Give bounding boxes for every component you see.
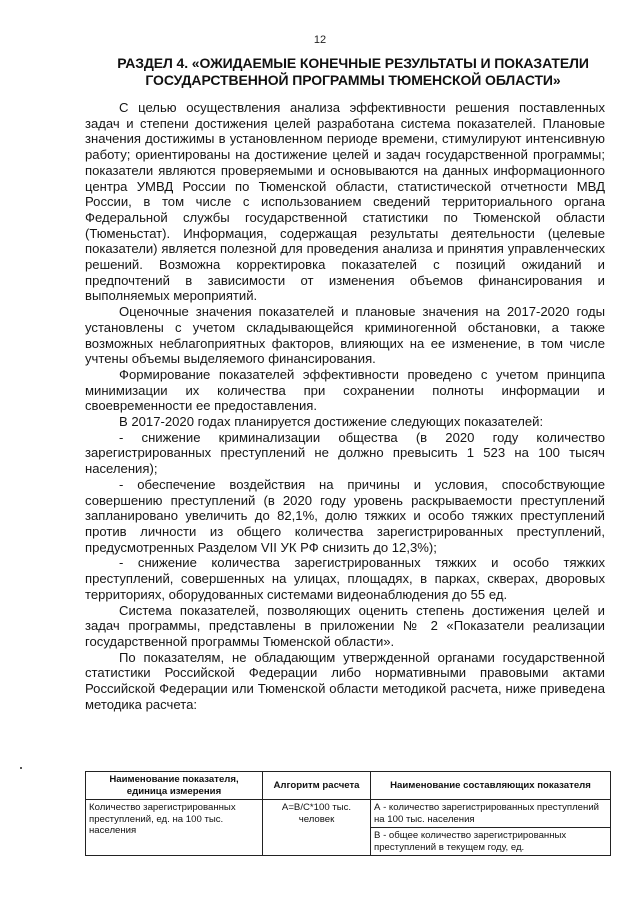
table-cell-components bbox=[371, 800, 611, 856]
list-item-street-crimes: - снижение количества зарегистрированных тяжких и особо тяжких преступлений, совершенных на улицах, площадях, в парках, скверах, дворовых территориях, оборудованных системами видеонаблюдения до 55 ед. bbox=[85, 555, 605, 602]
table-row bbox=[86, 800, 611, 856]
section-heading bbox=[108, 55, 598, 89]
table-header-algorithm: Алгоритм расчета bbox=[263, 772, 371, 800]
table-header-row bbox=[86, 772, 611, 800]
page-number: 12 bbox=[313, 34, 327, 46]
table-header-components: Наименование составляющих показателя bbox=[371, 772, 611, 800]
methodology-table bbox=[85, 771, 611, 856]
list-item-crime-causes: - обеспечение воздействия на причины и условия, способствующие совершению преступлений (в 2020 году уровень раскрываемости преступлений запланировано увеличить до 82,1%, долю тяжких и особо тяжких преступлений против личности из общего количества зарегистрированных преступлений, предусмотренных Разделом VII УК РФ снизить до 12,3%); bbox=[85, 476, 605, 555]
table-cell-indicator: Количество зарегистрированных преступлений, ед. на 100 тыс. населения bbox=[86, 800, 263, 856]
table-header-indicator: Наименование показателя, единица измерения bbox=[86, 772, 263, 800]
section-heading-line-2: ГОСУДАРСТВЕННОЙ ПРОГРАММЫ ТЮМЕНСКОЙ ОБЛАСТИ» bbox=[145, 72, 561, 88]
paragraph-purpose: С целью осуществления анализа эффективности решения поставленных задач и степени достижения целей разработана система показателей. Плановые значения достижимы в установленном периоде времени, стимулируют интенсивную работу; ориентированы на достижение целей и задач государственной программы; показатели являются проверяемыми и основываются на данных информационного центра УМВД России по Тюменской области, статистической отчетности МВД России, в том числе с использованием сведений территориального органа Федеральной службы государственной статистики по Тюменской области (Тюменьстат). Информация, содержащая результаты деятельности (целевые показатели) является полезной для проведения анализа и принятия управленческих решений. Возможна корректировка показателей с позиций ожиданий и предпочтений в зависимости от изменения объемов финансирования и выполняемых мероприятий. bbox=[85, 100, 605, 304]
paragraph-system: Система показателей, позволяющих оценить степень достижения целей и задач программы, представлены в приложении № 2 «Показатели реализации государственной программы Тюменской области». bbox=[85, 602, 605, 649]
paragraph-methodology: По показателям, не обладающим утвержденной органами государственной статистики Российской Федерации либо нормативными правовыми актами Российской Федерации или Тюменской области методикой расчета, ниже приведена методика расчета: bbox=[85, 649, 605, 712]
table-cell-algorithm: А=В/С*100 тыс. человек bbox=[263, 800, 371, 856]
list-item-criminalization: - снижение криминализации общества (в 2020 году количество зарегистрированных преступлений не должно превысить 1 523 на 100 тысяч населения); bbox=[85, 429, 605, 477]
section-heading-line-1: РАЗДЕЛ 4. «ОЖИДАЕМЫЕ КОНЕЧНЫЕ РЕЗУЛЬТАТЫ И ПОКАЗАТЕЛИ bbox=[117, 55, 589, 71]
section-body bbox=[85, 100, 605, 712]
scan-mark bbox=[20, 767, 22, 769]
component-b: В - общее количество зарегистрированных преступлений в текущем году, ед. bbox=[371, 827, 610, 853]
component-a: А - количество зарегистрированных преступлений на 100 тыс. населения bbox=[374, 802, 600, 825]
paragraph-estimates: Оценочные значения показателей и плановые значения на 2017-2020 годы установлены с учетом складывающейся криминогенной обстановки, а также возможных неблагоприятных факторов, влияющих на ее изменение, в том числе учтены объемы выделяемого финансирования. bbox=[85, 304, 605, 367]
paragraph-formation: Формирование показателей эффективности проведено с учетом принципа минимизации их количества при сохранении полноты информации и своевременности ее предоставления. bbox=[85, 366, 605, 414]
paragraph-targets-intro: В 2017-2020 годах планируется достижение следующих показателей: bbox=[119, 414, 544, 430]
